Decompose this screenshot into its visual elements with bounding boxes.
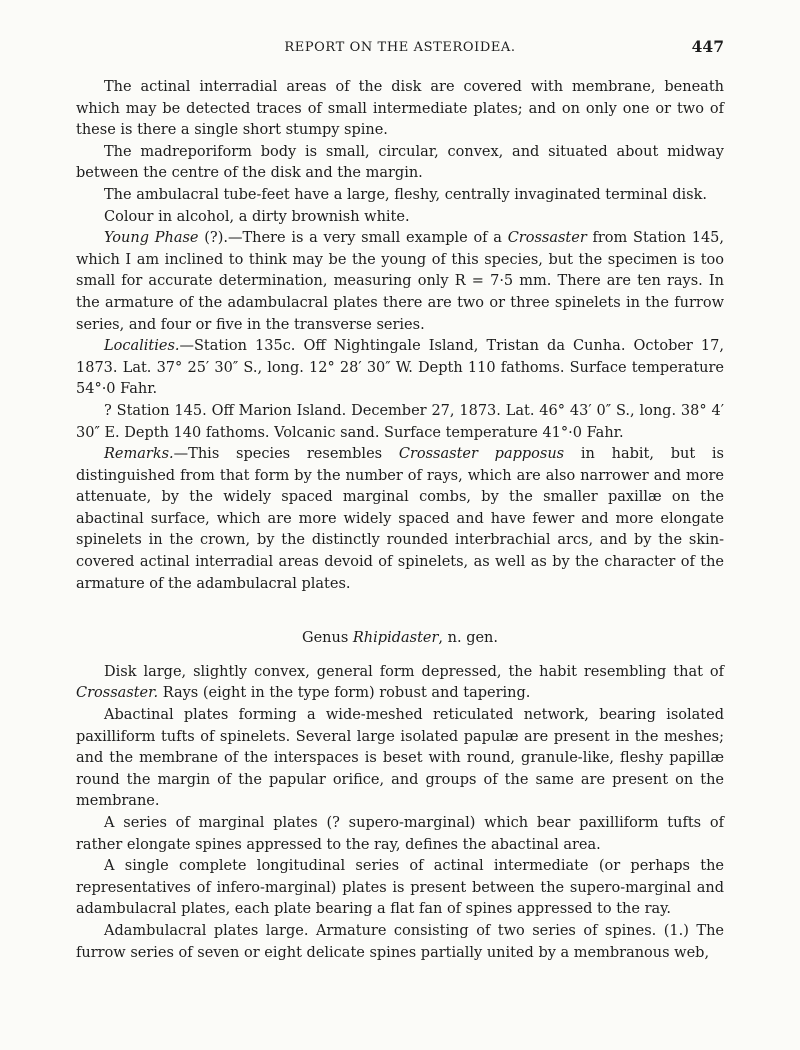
young-phase-suffix: (?). [198, 230, 228, 247]
young-phase-genus: Crossaster [507, 230, 587, 247]
paragraph-disk [76, 662, 724, 705]
paragraph-madreporiform: The madreporiform body is small, circular, convex, and situated about midway between the centre of the disk and the margin. [76, 143, 724, 182]
paragraph-localities [76, 336, 724, 401]
localities-text: —Station 135c. Off Nightingale Island, Tristan da Cunha. October 17, 1873. Lat. 37° 25′ 30″ S., long. 12° 28′ 30″ W. Depth 110 fathoms. Surface temperature 54°·0 Fahr. [76, 338, 724, 398]
paragraph-actinal-intermediate: A single complete longitudinal series of actinal intermediate (or perhaps the representatives of infero-marginal) plates is present between the supero-marginal and adambulacral plates, each plate bearing a flat fan of spines appressed to the ray. [76, 858, 724, 918]
remarks-label: Remarks. [104, 446, 174, 463]
disk-genus: Crossaster. [76, 685, 159, 702]
paragraph-adambulacral: Adambulacral plates large. Armature consisting of two series of spines. (1.) The furrow series of seven or eight delicate spines partially united by a membranous web, [76, 922, 724, 961]
paragraph-marginal-plates: A series of marginal plates (? supero-marginal) which bear paxilliform tufts of rather elongate spines appressed to the ray, defines the abactinal area. [76, 815, 724, 853]
genus-prefix: Genus [301, 630, 353, 647]
genus-heading [76, 628, 724, 650]
paragraph-station-145: ? Station 145. Off Marion Island. December 27, 1873. Lat. 46° 43′ 0″ S., long. 38° 4′ 30″ E. Depth 140 fathoms. Volcanic sand. Surface temperature 41°·0 Fahr. [76, 402, 724, 441]
page-body [76, 77, 724, 964]
page-header [76, 37, 724, 64]
paragraph-colour: Colour in alcohol, a dirty brownish white. [104, 208, 410, 225]
young-phase-text-2: from Station 145, which I am inclined to think may be the young of this species, but the specimen is too small for accurate determination, measuring only R = 7·5 mm. There are ten rays. In the armature of the adambulacral plates there are two or three spinelets in the furrow series, and four or five in the transverse series. [76, 230, 725, 333]
paragraph-young-phase [76, 228, 724, 336]
disk-text-1: Disk large, slightly convex, general form depressed, the habit resembling that of [104, 663, 724, 680]
disk-text-2: Rays (eight in the type form) robust and tapering. [158, 685, 531, 702]
paragraph-actinal-areas: The actinal interradial areas of the disk are covered with membrane, beneath which may be detected traces of small intermediate plates; and on only one or two of these is there a single short stumpy spine. [76, 79, 724, 139]
remarks-text-2: in habit, but is distinguished from that form by the number of rays, which are also narrower and more attenuate, by the widely spaced marginal combs, by the smaller paxillæ on the abactinal surface, which are more widely spaced and have fewer and more elongate spinelets in the crown, by the distinctly rounded interbrachial arcs, and by the skin-covered actinal interradial areas devoid of spinelets, as well as by the character of the armature of the adambulacral plates. [76, 446, 724, 592]
genus-suffix: , n. gen. [438, 630, 499, 647]
paragraph-tube-feet: The ambulacral tube-feet have a large, fleshy, centrally invaginated terminal disk. [104, 186, 708, 203]
paragraph-abactinal-plates: Abactinal plates forming a wide-meshed reticulated network, bearing isolated paxilliform tufts of spinelets. Several large isolated papulæ are present in the meshes; and the membrane of the interspaces is beset with round, granule-like, fleshy papillæ round the margin of the papular orifice, and groups of the same are present on the membrane. [76, 707, 724, 810]
remarks-text-1: —This species resembles [173, 446, 399, 463]
paragraph-remarks [76, 444, 724, 595]
running-title: REPORT ON THE ASTEROIDEA. [284, 40, 516, 55]
genus-name: Rhipidaster [352, 630, 439, 647]
localities-label: Localities. [104, 338, 180, 355]
page-number: 447 [691, 37, 724, 56]
young-phase-text-1: —There is a very small example of a [227, 230, 508, 247]
remarks-species: Crossaster papposus [398, 446, 565, 463]
young-phase-label: Young Phase [104, 230, 199, 247]
